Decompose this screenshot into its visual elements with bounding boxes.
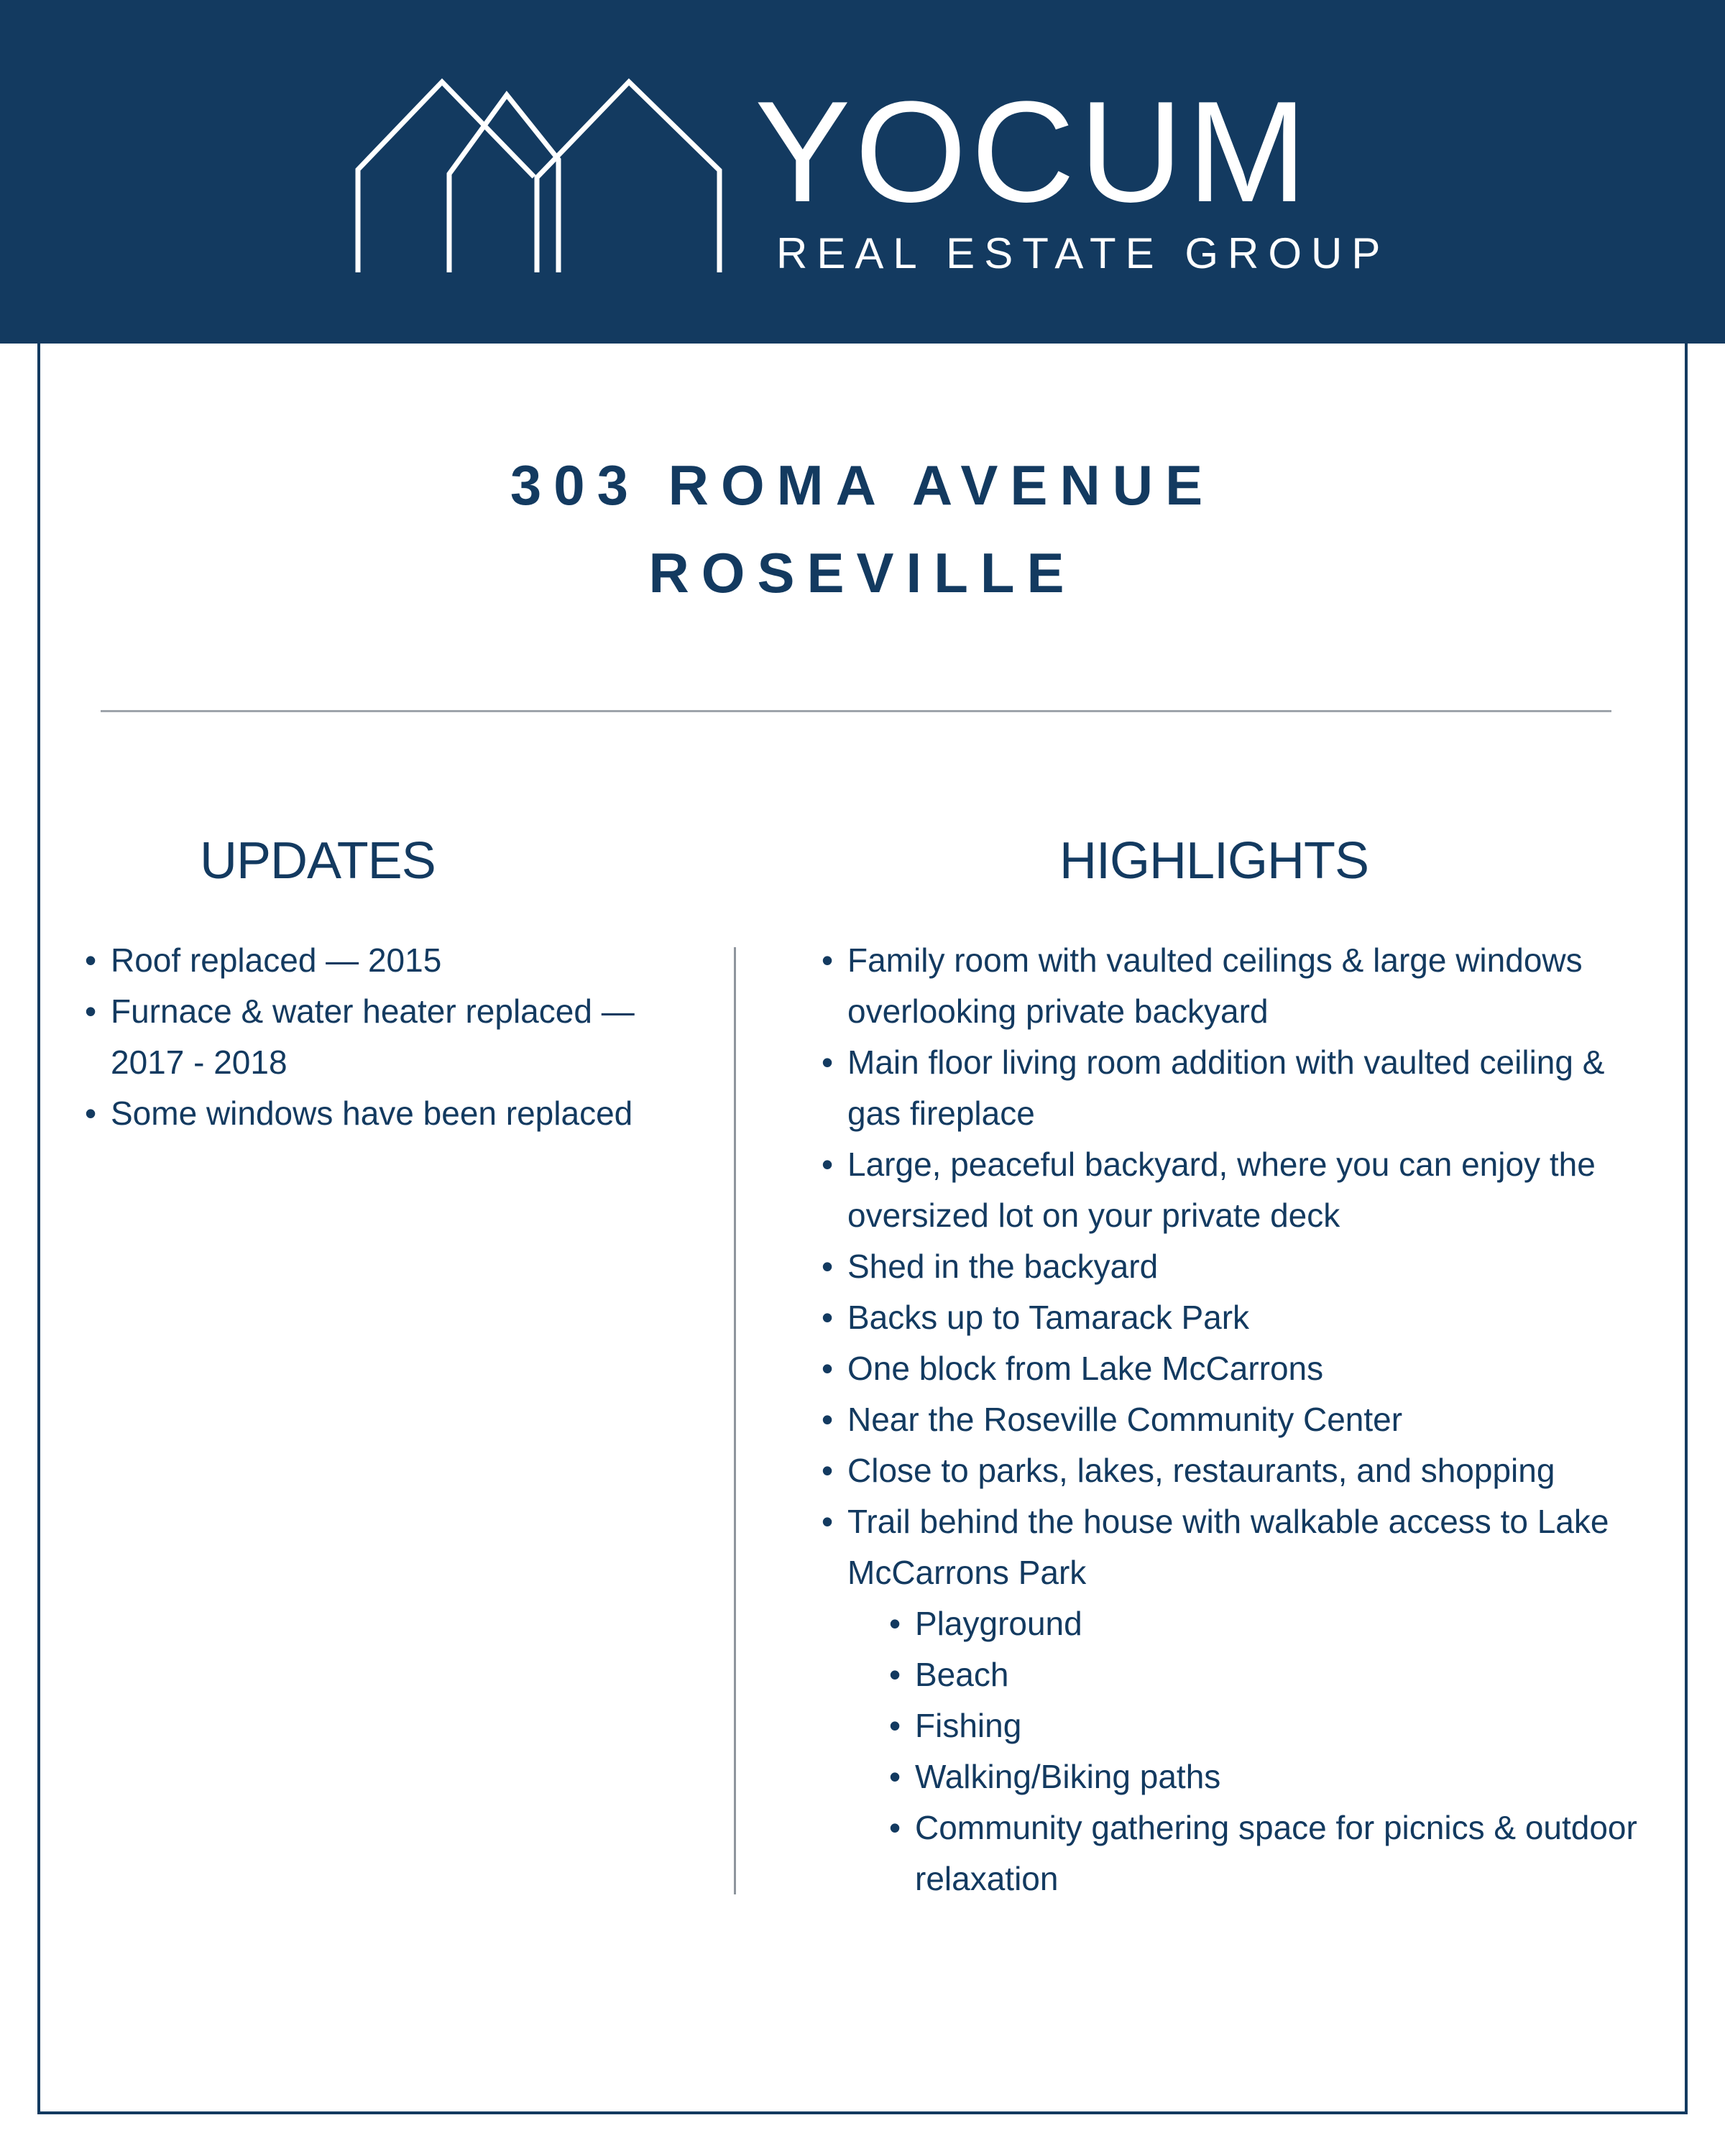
highlight-text: Close to parks, lakes, restaurants, and shopping <box>847 1452 1555 1489</box>
bullet-icon: • <box>889 1758 901 1795</box>
bullet-icon: • <box>889 1809 901 1846</box>
list-item <box>85 1088 660 1139</box>
bullet-icon: • <box>822 941 834 979</box>
list-item <box>822 1496 1641 1598</box>
highlight-text: Near the Roseville Community Center <box>847 1401 1403 1438</box>
highlight-text: Large, peaceful backyard, where you can enjoy the oversized lot on your private deck <box>847 1146 1596 1234</box>
address-street: 303 ROMA AVENUE <box>510 453 1215 517</box>
highlight-text: Trail behind the house with walkable access to Lake McCarrons Park <box>847 1503 1609 1591</box>
bullet-icon: • <box>889 1605 901 1642</box>
sub-list-item <box>822 1598 1641 1649</box>
highlights-heading: HIGHLIGHTS <box>1059 832 1369 890</box>
bullet-icon: • <box>85 941 97 979</box>
bullet-icon: • <box>822 1350 834 1387</box>
brand-header <box>0 0 1725 344</box>
list-item <box>822 1343 1641 1394</box>
bullet-icon: • <box>85 1095 97 1132</box>
bullet-icon: • <box>822 1146 834 1183</box>
brand-tagline: REAL ESTATE GROUP <box>776 229 1390 277</box>
sub-list-item <box>822 1649 1641 1700</box>
park-feature-text: Fishing <box>915 1707 1022 1744</box>
column-divider <box>734 947 736 1894</box>
park-feature-text: Community gathering space for picnics & outdoor relaxation <box>915 1809 1637 1897</box>
list-item <box>822 935 1641 1037</box>
highlight-text: One block from Lake McCarrons <box>847 1350 1324 1387</box>
bullet-icon: • <box>889 1656 901 1693</box>
highlight-text: Family room with vaulted ceilings & large windows overlooking private backyard <box>847 941 1583 1030</box>
list-item <box>822 1139 1641 1241</box>
bullet-icon: • <box>822 1452 834 1489</box>
bullet-icon: • <box>822 1044 834 1081</box>
park-feature-text: Playground <box>915 1605 1082 1642</box>
highlight-text: Backs up to Tamarack Park <box>847 1299 1250 1336</box>
park-feature-text: Walking/Biking paths <box>915 1758 1221 1795</box>
address-city: ROSEVILLE <box>648 541 1077 604</box>
highlight-text: Shed in the backyard <box>847 1248 1159 1285</box>
list-item <box>822 1394 1641 1445</box>
updates-list <box>85 935 660 1139</box>
list-item <box>85 986 660 1088</box>
list-item <box>822 1037 1641 1139</box>
section-divider <box>101 710 1611 712</box>
list-item <box>822 1292 1641 1343</box>
list-item <box>822 1241 1641 1292</box>
houses-logo-icon <box>352 75 733 276</box>
update-text: Some windows have been replaced <box>111 1095 633 1132</box>
highlights-list <box>822 935 1641 1904</box>
update-text: Roof replaced — 2015 <box>111 941 442 979</box>
park-feature-text: Beach <box>915 1656 1009 1693</box>
bullet-icon: • <box>822 1248 834 1285</box>
brand-name: YOCUM <box>755 72 1312 232</box>
bullet-icon: • <box>822 1299 834 1336</box>
list-item <box>822 1445 1641 1496</box>
update-text: Furnace & water heater replaced — 2017 - 2018 <box>111 992 635 1081</box>
bullet-icon: • <box>822 1401 834 1438</box>
sub-list-item <box>822 1700 1641 1751</box>
bullet-icon: • <box>822 1503 834 1540</box>
updates-heading: UPDATES <box>200 832 436 890</box>
bullet-icon: • <box>85 992 97 1030</box>
sub-list-item <box>822 1802 1641 1904</box>
highlight-text: Main floor living room addition with vaulted ceiling & gas fireplace <box>847 1044 1605 1132</box>
list-item <box>85 935 660 986</box>
sub-list-item <box>822 1751 1641 1802</box>
bullet-icon: • <box>889 1707 901 1744</box>
